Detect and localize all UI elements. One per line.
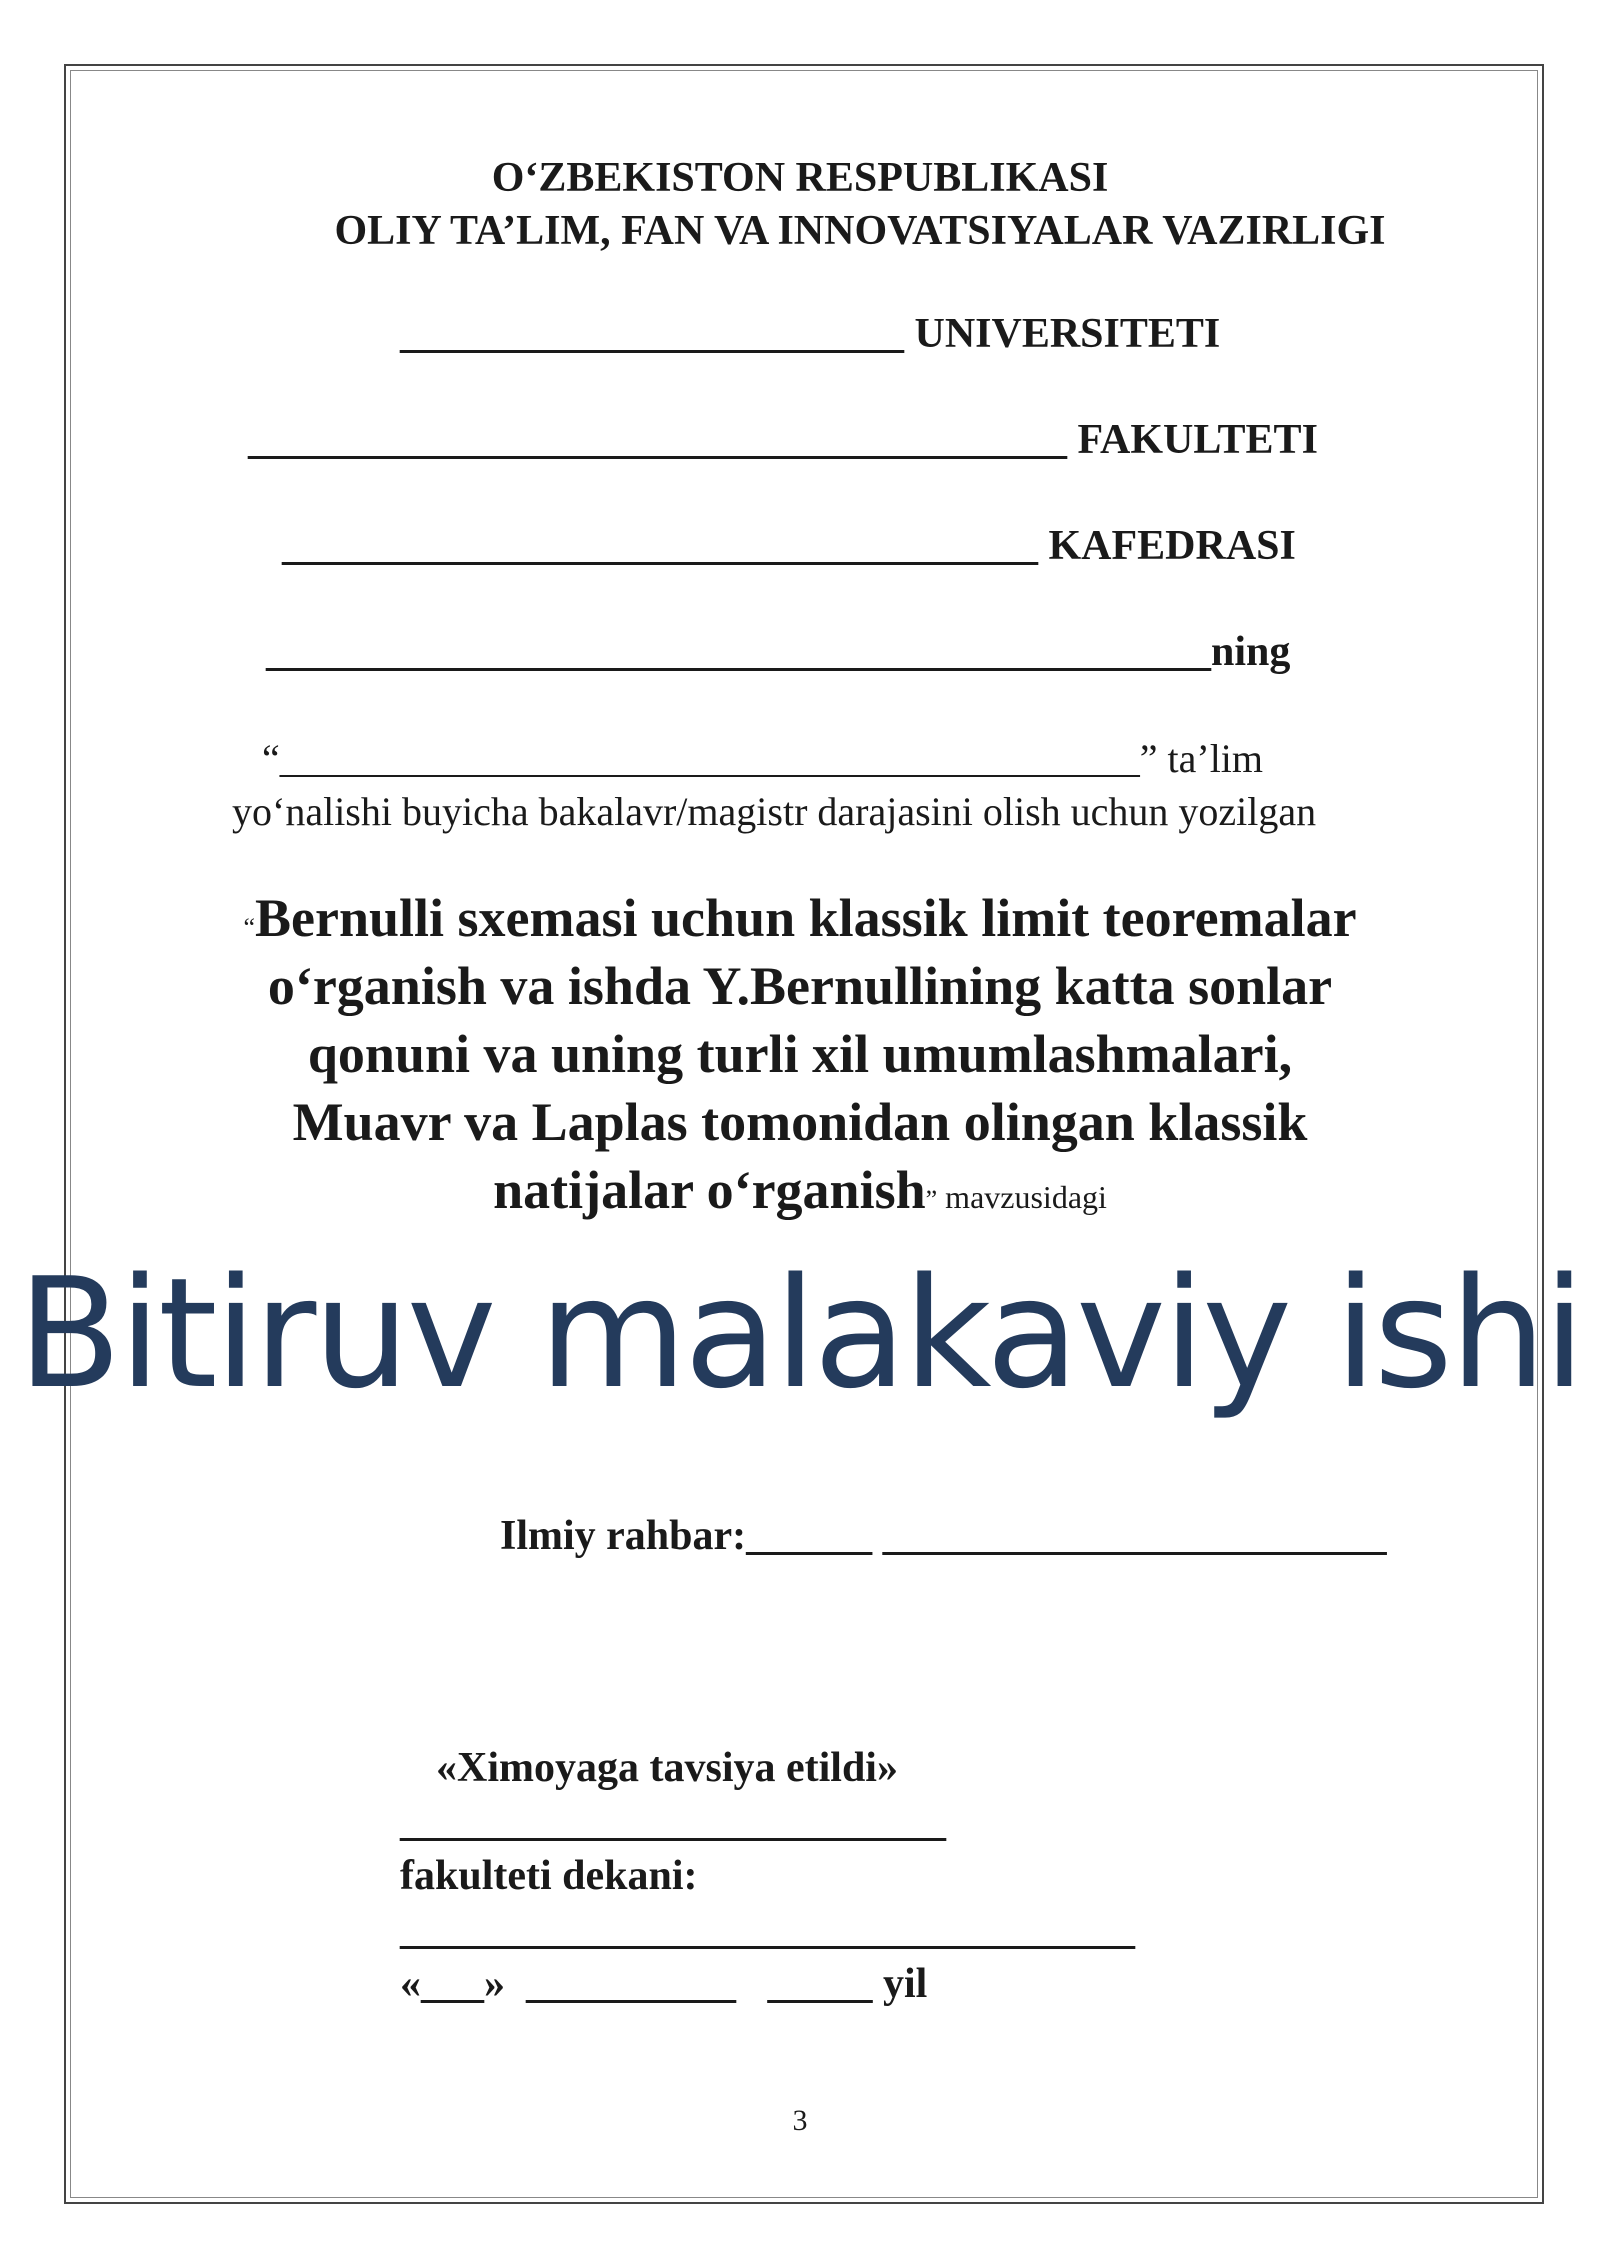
date-field: «___» __________ _____ yil — [400, 1961, 928, 2007]
faculty-field: _______________________________________ FAKULTETI — [248, 417, 1318, 463]
topic-line-4: Muavr va Laplas tomonidan olingan klassik — [292, 1092, 1308, 1152]
topic-line-1 — [0, 884, 1600, 962]
topic-suffix: mavzusidagi — [937, 1179, 1107, 1215]
recommendation-title: «Ximoyaga tavsiya etildi» — [436, 1745, 898, 1791]
department-field: ____________________________________ KAFEDRASI — [282, 523, 1296, 569]
topic-line-1-text: Bernulli sxemasi uchun klassik limit teoremalar — [255, 888, 1357, 948]
topic-open-quote: “ — [243, 913, 255, 942]
student-field: _____________________________________________ning — [266, 629, 1291, 675]
topic-close-quote: ” — [925, 1185, 938, 1214]
page-number: 3 — [792, 2104, 808, 2137]
recommendation-blank-1: __________________________ — [400, 1799, 946, 1845]
document-type-title: Bitiruv malakaviy ishi — [17, 1245, 1583, 1422]
direction-line-2: yo‘nalishi buyicha bakalavr/magistr darajasini olish uchun yozilgan — [232, 789, 1317, 834]
dean-label: fakulteti dekani: — [400, 1853, 698, 1899]
topic-line-5-text: natijalar o‘rganish — [493, 1160, 926, 1220]
topic-line-2: o‘rganish va ishda Y.Bernullining katta sonlar — [267, 956, 1333, 1016]
university-field: ________________________ UNIVERSITETI — [400, 311, 1221, 357]
direction-line-1: “___________________________________________” ta’lim — [262, 736, 1264, 781]
ministry-line-2: OLIY TA’LIM, FAN VA INNOVATSIYALAR VAZIRLIGI — [334, 208, 1386, 254]
topic-line-3: qonuni va uning turli xil umumlashmalari, — [307, 1024, 1293, 1084]
ministry-line-1: O‘ZBEKISTON RESPUBLIKASI — [491, 155, 1109, 201]
recommendation-blank-2: ___________________________________ — [400, 1907, 1135, 1953]
topic-line-5 — [0, 1156, 1600, 1234]
supervisor-field: Ilmiy rahbar:______ ________________________ — [500, 1513, 1387, 1559]
